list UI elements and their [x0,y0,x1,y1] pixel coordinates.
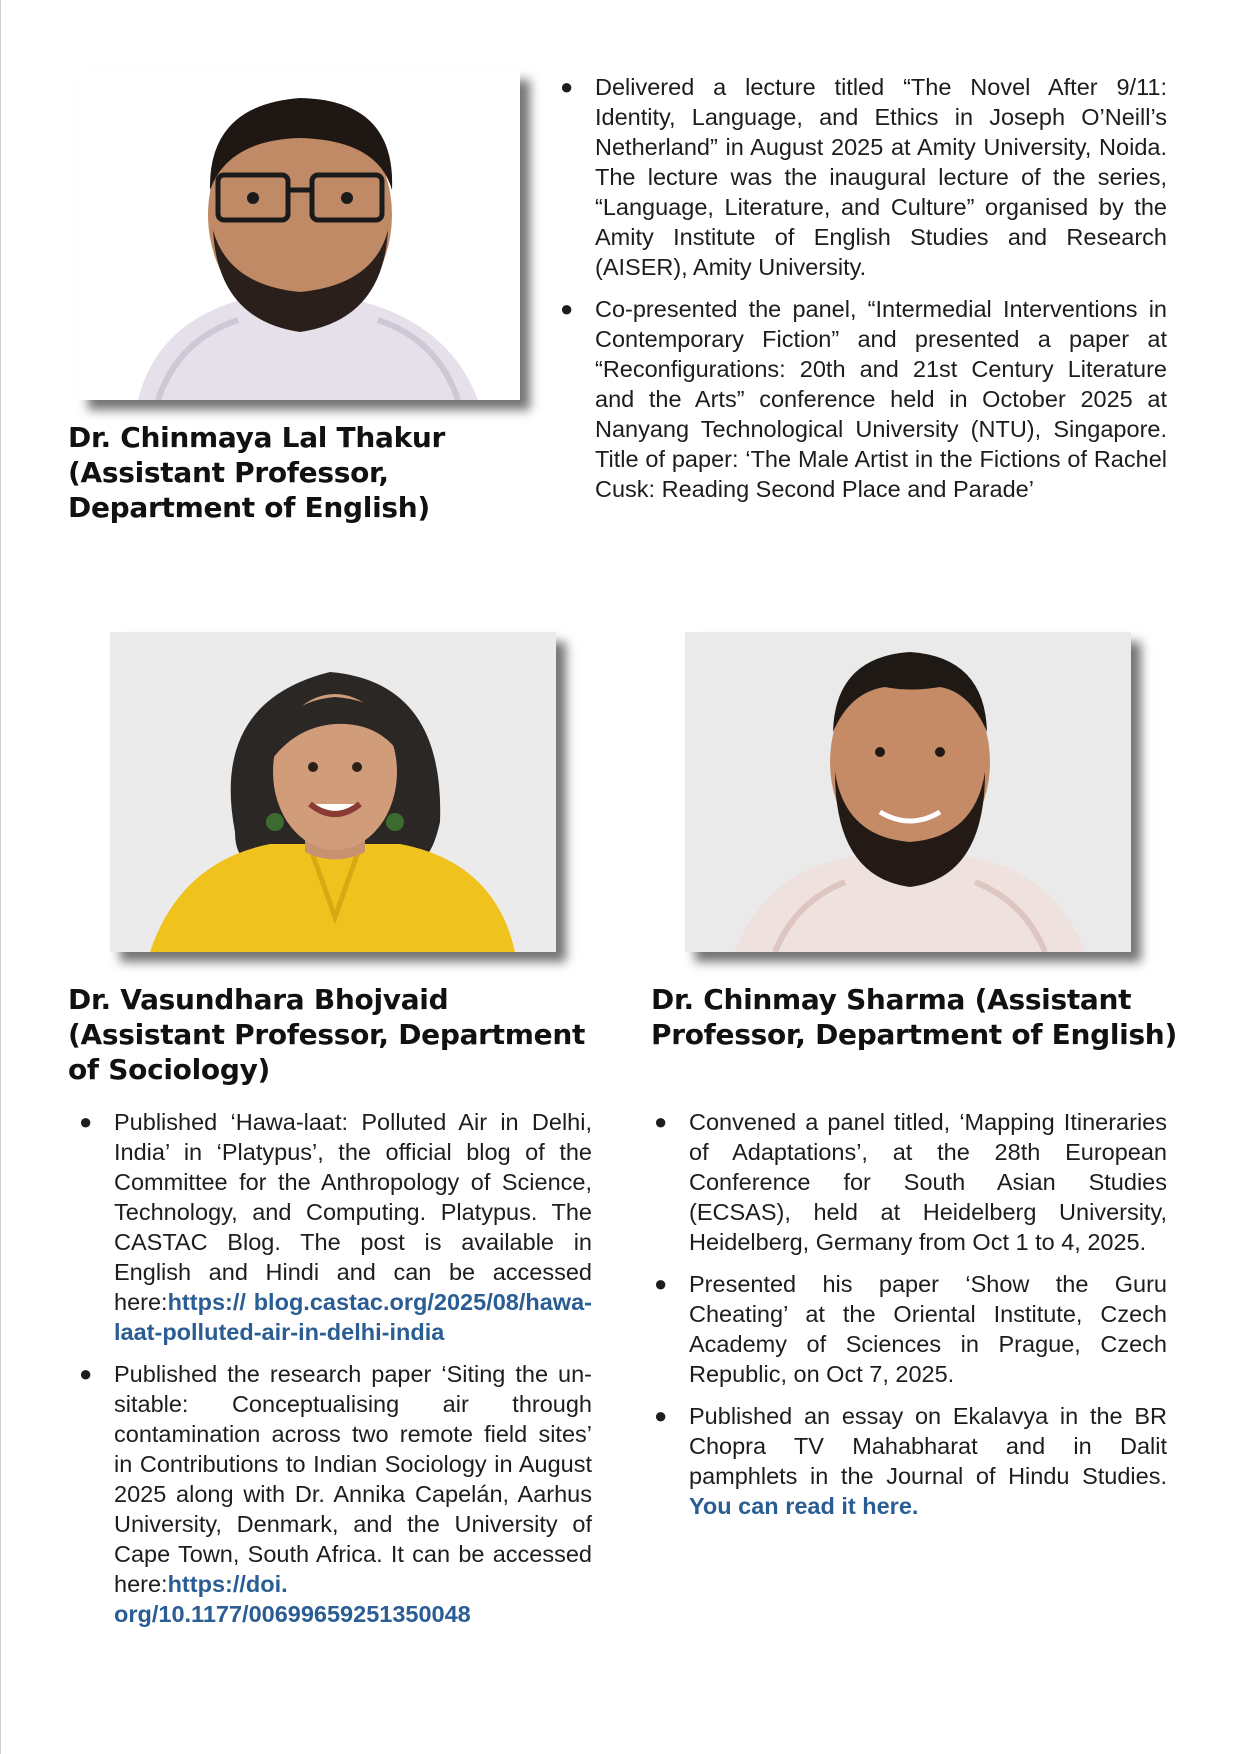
read-essay-link[interactable]: You can read it here. [689,1493,919,1519]
name-line: Dr. Chinmay Sharma (Assistant [651,983,1132,1016]
bullet-icon: ● [560,74,574,99]
bullet-text: Published an essay on Ekalavya in the BR Chopra TV Mahabharat and in Dalit pamphlets in the Journal of Hindu Studies. [689,1403,1167,1489]
page-edge-line [0,0,1,1754]
name-line: Department of English) [68,491,430,524]
bullet-text: Delivered a lecture titled “The Novel After 9/11: Identity, Language, and Ethics in Joseph O’Neill’s Netherland” in August 2025 at Amity University, Noida. The lecture was the inaugural lecture of the series, “Language, Literature, and Culture” organised by the Amity Institute of English Studies and Research (AISER), Amity University. [595,74,1167,280]
bullet-icon: ● [654,1271,668,1296]
bullet-icon: ● [654,1109,668,1134]
name-chinmay-sharma [651,982,1191,1052]
bullets-chinmaya-lal-thakur [560,72,1167,516]
list-item [79,1107,592,1347]
castac-blog-link[interactable]: https:// blog.castac.org/2025/08/hawa-laat-polluted-air-in-delhi-india [114,1289,592,1345]
doi-link[interactable]: https://doi. org/10.1177/00699659251350048 [114,1571,471,1627]
list-item [560,294,1167,504]
name-line: (Assistant Professor, [68,456,389,489]
name-line: Dr. Vasundhara Bhojvaid [68,983,449,1016]
list-item [654,1269,1167,1389]
list-item [79,1359,592,1629]
bullets-vasundhara-bhojvaid [79,1107,592,1641]
name-vasundhara-bhojvaid [68,982,608,1087]
list-item [654,1107,1167,1257]
bullets-chinmay-sharma [654,1107,1167,1533]
name-line: Professor, Department of English) [651,1018,1177,1051]
bullet-icon: ● [560,296,574,321]
bullet-icon: ● [654,1403,668,1428]
list-item [560,72,1167,282]
bullet-text: Convened a panel titled, ‘Mapping Itineraries of Adaptations’, at the 28th European Conference for South Asian Studies (ECSAS), held at Heidelberg University, Heidelberg, Germany from Oct 1 to 4, 2025. [689,1109,1167,1255]
bullet-icon: ● [79,1109,93,1134]
bullet-text: Published ‘Hawa-laat: Polluted Air in Delhi, India’ in ‘Platypus’, the official blog of the Committee for the Anthropology of Science, Technology, and Computing. Platypus. The CASTAC Blog. The post is available in English and Hindi and can be accessed here: [114,1109,592,1315]
bullet-text: Presented his paper ‘Show the Guru Cheating’ at the Oriental Institute, Czech Academy of Sciences in Prague, Czech Republic, on Oct 7, 2025. [689,1271,1167,1387]
bullet-text: Published the research paper ‘Siting the un-sitable: Conceptualising air through contamination across two remote field sites’ in Contributions to Indian Sociology in August 2025 along with Dr. Annika Capelán, Aarhus University, Denmark, and the University of Cape Town, South Africa. It can be accessed here: [114,1361,592,1597]
list-item [654,1401,1167,1521]
name-chinmaya-lal-thakur [68,420,528,525]
name-line: Dr. Chinmaya Lal Thakur [68,421,446,454]
name-line: (Assistant Professor, Department [68,1018,586,1051]
name-line: of Sociology) [68,1053,271,1086]
bullet-text: Co-presented the panel, “Intermedial Interventions in Contemporary Fiction” and presented a paper at “Reconfigurations: 20th and 21st Century Literature and the Arts” conference held in October 2025 at Nanyang Technological University (NTU), Singapore. Title of paper: ‘The Male Artist in the Fictions of Rachel Cusk: Reading Second Place and Parade’ [595,296,1167,502]
bullet-icon: ● [79,1361,93,1386]
